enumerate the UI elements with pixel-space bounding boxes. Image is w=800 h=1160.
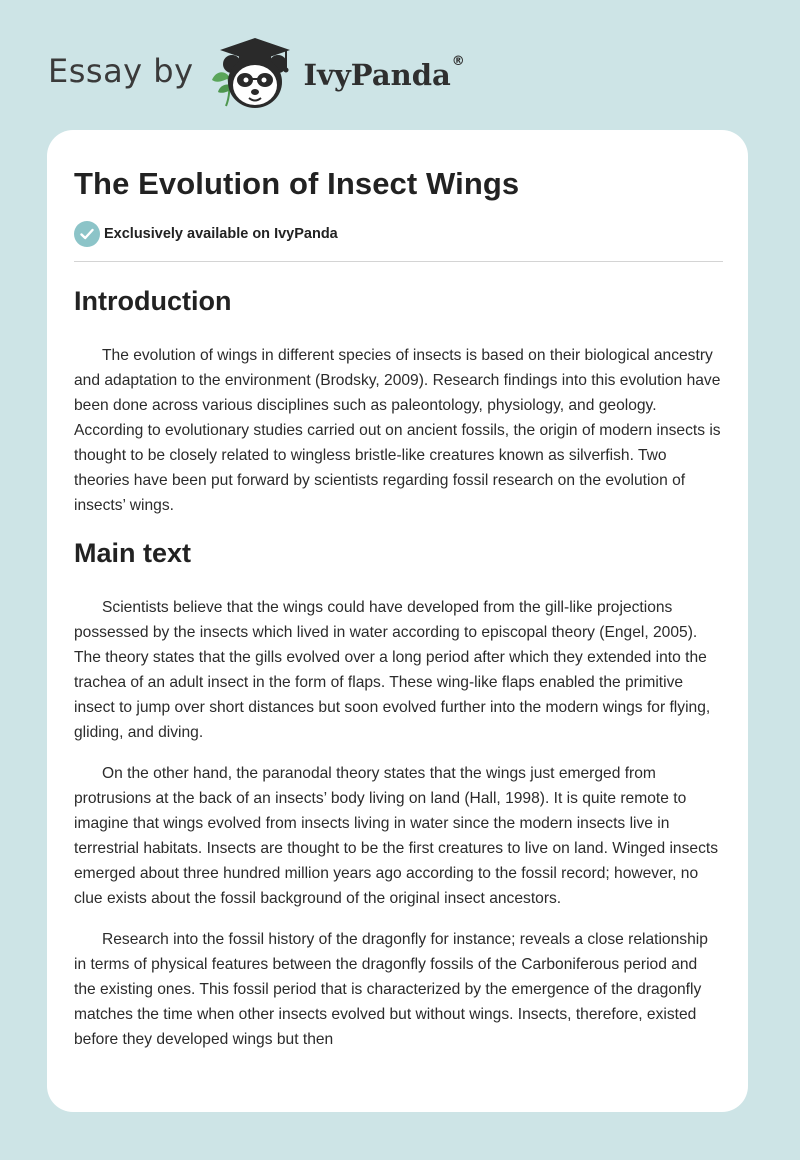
section-heading-introduction: Introduction xyxy=(74,286,232,316)
panda-logo-icon[interactable] xyxy=(208,30,300,116)
brand-name[interactable] xyxy=(303,54,465,92)
paragraph: The evolution of wings in different species of insects is based on their biological ancestry and adaptation to the environment (Brodsky, 2009). Research findings into this evolution have been done across various disciplines such as paleontology, physiology, and geology. According to evolutionary studies carried out on ancient fossils, the origin of modern insects is thought to be closely related to wingless bristle-like creatures known as silverfish. Two theories have been put forward by scientists regarding fossil research on the evolution of insects’ wings. xyxy=(74,347,721,514)
section-heading-main-text: Main text xyxy=(74,538,192,568)
paragraph: On the other hand, the paranodal theory states that the wings just emerged from protrusions at the back of an insects’ body living on land (Hall, 1998). It is quite remote to imagine that wings evolved from insects living in water since the modern insects live in terrestrial habitats. Insects are thought to be the first creatures to live on land. Winged insects emerged about three hundred million years ago according to the fossil record; however, no clue exists about the fossil background of the original insect ancestors. xyxy=(74,765,719,907)
page-title: The Evolution of Insect Wings xyxy=(74,166,520,201)
check-circle-icon xyxy=(74,221,100,247)
exclusive-badge xyxy=(74,221,338,247)
registered-mark: ® xyxy=(451,54,465,69)
title-divider xyxy=(74,261,723,262)
exclusive-badge-label: Exclusively available on IvyPanda xyxy=(104,226,338,242)
brand-header xyxy=(48,28,465,118)
brand-prefix: Essay by xyxy=(48,52,194,90)
paragraph: Research into the fossil history of the dragonfly for instance; reveals a close relationship in terms of physical features between the dragonfly fossils of the Carboniferous period and the existing ones. This fossil period that is characterized by the emergence of the dragonfly matches the time when other insects evolved but without wings. Insects, therefore, existed before they developed wings but then xyxy=(74,931,708,1048)
brand-name-text: IvyPanda xyxy=(303,58,451,92)
paragraph: Scientists believe that the wings could have developed from the gill-like projections possessed by the insects which lived in water according to episcopal theory (Engel, 2005). The theory states that the gills evolved over a long period after which they extended into the trachea of an adult insect in the form of flaps. These wing-like flaps enabled the primitive insect to jump over short distances but soon evolved further into the modern wings for flying, gliding, and diving. xyxy=(74,599,711,741)
essay-card xyxy=(47,130,748,1112)
